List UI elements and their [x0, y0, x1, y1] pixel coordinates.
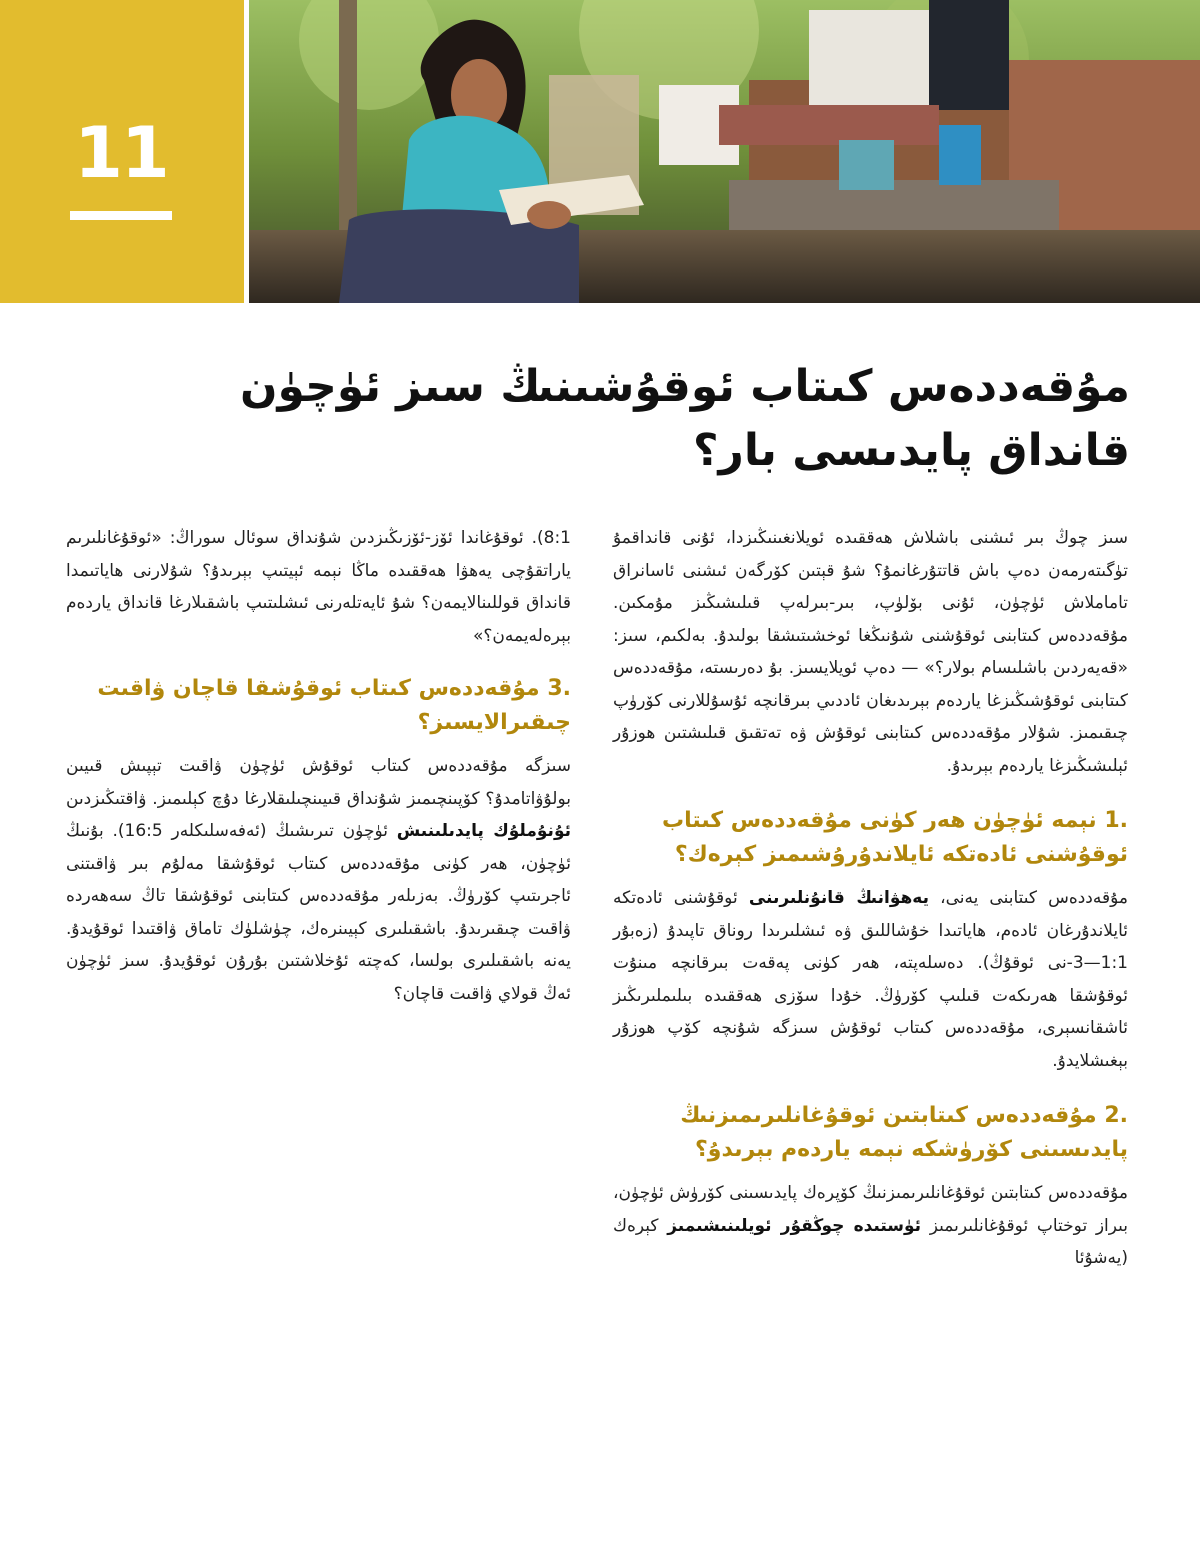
- section-2-paragraph: [613, 1177, 1128, 1275]
- section-1-text-b: ئوقۇشنى ئادەتكە ئايلاندۇرغان ئادەم، ھاياتىدا خۇشاللىق ۋە ئىشلىرىدا روناق تاپىدۇ (زەبۇر 1:1—3-نى ئوقۇڭ). دەسلەپتە، ھەر كۈنى پەقەت بىرقانچە مىنۇت ئوقۇشقا ھەرىكەت قىلىپ كۆرۈڭ. خۇدا سۆزى ھەققىدە بىلىملىرىڭىز ئاشقانسېرى، مۇقەددەس كىتاب ئوقۇش سىزگە شۇنچە كۆپ ھوزۇر بېغىشلايدۇ.: [613, 888, 1128, 1071]
- right-column: [613, 522, 1128, 1275]
- section-3-heading: [66, 672, 571, 740]
- section-2-number: .2: [1104, 1103, 1128, 1128]
- section-3-text-a: سىزگە مۇقەددەس كىتاب ئوقۇش ئۈچۈن ۋاقىت تېپىش قىيىن بولۇۋاتامدۇ؟ كۆپىنچىمىز شۇنداق قىيىنچىلىقلارغا دۇچ كېلىمىز. ۋاقتىڭىزدىن: [66, 756, 571, 809]
- section-3-text-b: ئۈچۈن تىرىشىڭ (ئەفەسلىكلەر 16:5). بۇنىڭ ئۈچۈن، ھەر كۈنى مۇقەددەس كىتاب ئوقۇشقا مەلۇم بىر ۋاقىتنى ئاجرىتىپ كۆرۈڭ. بەزىلەر مۇقەددەس كىتابنى ئوقۇشقا تاڭ سەھەردە ۋاقىت چىقىرىدۇ. باشقىلىرى كېيىنرەك، چۈشلۈك تاماق ۋاقتىدا ئوقۇيدۇ. يەنە باشقىلىرى بولسا، كەچتە ئۇخلاشتىن بۇرۇن ئوقۇيدۇ. سىز ئۈچۈن ئەڭ قولاي ۋاقىت قاچان؟: [66, 821, 571, 1004]
- section-1-text-a: مۇقەددەس كىتابنى يەنى،: [940, 888, 1129, 908]
- section-3-heading-text: مۇقەددەس كىتاب ئوقۇشقا قاچان ۋاقىت چىقىرالايسىز؟: [97, 676, 571, 735]
- section-2-text-b: كېرەك (يەشۇئا: [613, 1215, 1128, 1268]
- section-1-bold: يەھۋانىڭ قانۇنلىرىنى: [748, 888, 929, 908]
- continued-paragraph: 8:1). ئوقۇغاندا ئۆز-ئۆزىڭىزدىن شۇنداق سوئال سوراڭ: «ئوقۇغانلىرىم ياراتقۇچى يەھۋا ھەققىدە ماڭا نېمە ئېيتىپ بېرىدۇ؟ شۇلارنى ھاياتىمدا قانداق قوللىنالايمەن؟ شۇ ئايەتلەرنى ئىشلىتىپ باشقىلارغا قانداق ياردەم بېرەلەيمەن؟»: [66, 528, 571, 646]
- section-2-heading: [613, 1099, 1128, 1167]
- section-1-paragraph: [613, 882, 1128, 1077]
- section-3-paragraph: [66, 750, 571, 1010]
- page-title: مۇقەددەس كىتاب ئوقۇشىنىڭ سىز ئۈچۈن قانداق پايدىسى بار؟: [240, 361, 1130, 476]
- section-3-number: .3: [547, 676, 571, 701]
- section-1-number: .1: [1104, 808, 1128, 833]
- section-1-heading-text: نېمە ئۈچۈن ھەر كۈنى مۇقەددەس كىتاب ئوقۇشنى ئادەتكە ئايلاندۇرۇشىمىز كېرەك؟: [661, 808, 1128, 867]
- chapter-badge: [0, 0, 244, 303]
- section-2-text-a: مۇقەددەس كىتابتىن ئوقۇغانلىرىمىزنىڭ كۆپرەك پايدىسىنى كۆرۈش ئۈچۈن، بىراز توختاپ ئوقۇغانلىرىمىز: [613, 1183, 1129, 1236]
- photo-woman-reading-bible: [249, 0, 1200, 303]
- chapter-underline: [70, 211, 172, 220]
- section-3-bold: ئۇنۇملۇك پايدىلىنىش: [396, 821, 571, 841]
- hero-banner: [0, 0, 1200, 303]
- chapter-number: 11: [74, 112, 168, 194]
- section-2-heading-text: مۇقەددەس كىتابتىن ئوقۇغانلىرىمىزنىڭ پايدىسىنى كۆرۈشكە نېمە ياردەم بېرىدۇ؟: [680, 1103, 1128, 1162]
- intro-paragraph: سىز چوڭ بىر ئىشنى باشلاش ھەققىدە ئويلانغىنىڭىزدا، ئۇنى قانداقمۇ تۈگىتەرمەن دەپ باش قاتتۇرغانمۇ؟ شۇ قېتىن كۆرگەن ئىشنى ئاسانراق تاماملاش ئۈچۈن، ئۇنى بۆلۈپ، بىر-بىرلەپ قىلىشىڭىز مۇمكىن. مۇقەددەس كىتابنى ئوقۇشنى شۇنىڭغا ئوخشىتىشقا بولىدۇ. بەلكىم، سىز: «قەيەردىن باشلىسام بولار؟» — دەپ ئويلايسىز. بۇ دەرىستە، مۇقەددەس كىتابنى ئوقۇشىڭىزغا ياردەم بېرىدىغان ئاددىي بىرقانچە ئۇسۇللارنى كۆرۈپ چىقىمىز. شۇلار مۇقەددەس كىتابنى ئوقۇش ۋە تەتقىق قىلىشتىن ھوزۇر ئېلىشىڭىزغا ياردەم بېرىدۇ.: [613, 528, 1128, 776]
- left-column: [66, 522, 571, 1010]
- section-1-heading: [613, 804, 1128, 872]
- section-2-bold: ئۈستىدە چوڭقۇر ئويلىنىشىمىز: [667, 1215, 922, 1236]
